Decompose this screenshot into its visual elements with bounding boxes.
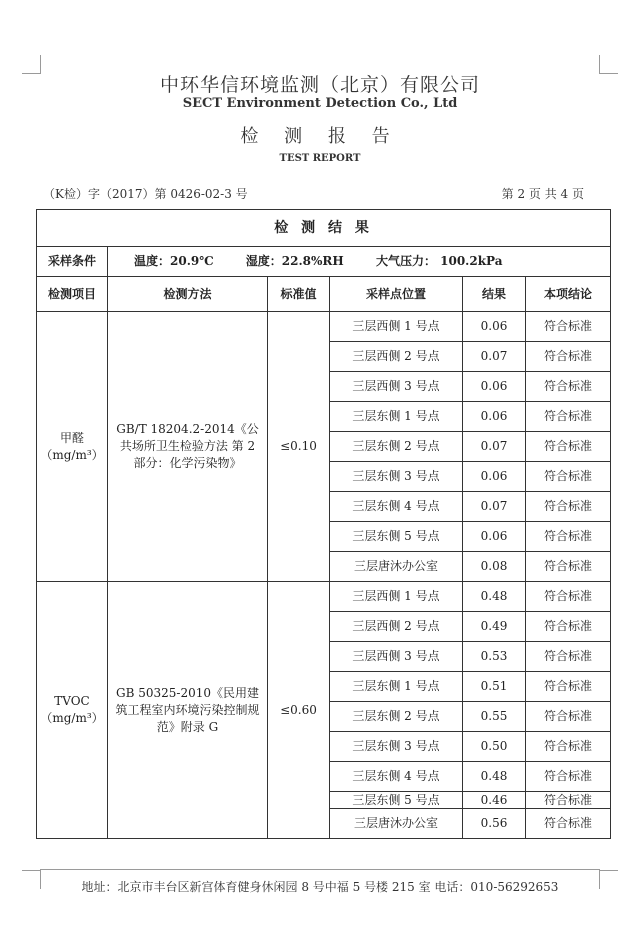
result-value: 0.46 (463, 792, 526, 809)
conclusion: 符合标准 (526, 312, 611, 342)
sampling-location: 三层东侧 5 号点 (330, 792, 463, 809)
result-value: 0.07 (463, 492, 526, 522)
conclusion: 符合标准 (526, 582, 611, 612)
conclusion: 符合标准 (526, 732, 611, 762)
test-item: TVOC （mg/m³） (37, 582, 108, 839)
result-value: 0.07 (463, 342, 526, 372)
conclusion: 符合标准 (526, 372, 611, 402)
column-header: 本项结论 (526, 277, 611, 312)
table-header-row (37, 277, 611, 312)
result-value: 0.49 (463, 612, 526, 642)
sampling-location: 三层东侧 4 号点 (330, 762, 463, 792)
sampling-location: 三层东侧 1 号点 (330, 402, 463, 432)
result-value: 0.06 (463, 402, 526, 432)
result-value: 0.06 (463, 372, 526, 402)
sampling-location: 三层西侧 3 号点 (330, 642, 463, 672)
results-table (36, 209, 611, 839)
test-method: GB/T 18204.2-2014《公共场所卫生检验方法 第 2 部分：化学污染物》 (108, 312, 268, 582)
table-row (37, 582, 611, 612)
result-value: 0.48 (463, 582, 526, 612)
company-name-en: SECT Environment Detection Co., Ltd (182, 96, 458, 111)
sampling-location: 三层西侧 1 号点 (330, 312, 463, 342)
temperature: 温度：20.9℃ (134, 254, 214, 268)
conditions-label: 采样条件 (37, 247, 108, 277)
conclusion: 符合标准 (526, 552, 611, 582)
result-value: 0.06 (463, 462, 526, 492)
conclusion: 符合标准 (526, 342, 611, 372)
conclusion: 符合标准 (526, 612, 611, 642)
sampling-location: 三层东侧 2 号点 (330, 432, 463, 462)
conclusion: 符合标准 (526, 702, 611, 732)
footer-divider (40, 869, 600, 870)
report-number: （K检）字（2017）第 0426-02-3 号 (43, 187, 248, 201)
result-value: 0.50 (463, 732, 526, 762)
result-value: 0.48 (463, 762, 526, 792)
report-title-cn: 检 测 报 告 (240, 126, 400, 147)
sampling-location: 三层西侧 3 号点 (330, 372, 463, 402)
test-item: 甲醛 （mg/m³） (37, 312, 108, 582)
sampling-location: 三层东侧 3 号点 (330, 732, 463, 762)
conditions-values (108, 247, 611, 277)
result-value: 0.07 (463, 432, 526, 462)
test-method: GB 50325-2010《民用建筑工程室内环境污染控制规范》附录 G (108, 582, 268, 839)
column-header: 采样点位置 (330, 277, 463, 312)
sampling-location: 三层西侧 1 号点 (330, 582, 463, 612)
humidity: 湿度：22.8%RH (245, 254, 344, 268)
footer-address: 地址：北京市丰台区新宫体育健身休闲园 8 号中福 5 号楼 215 室 电话：010-56292653 (81, 880, 559, 894)
sampling-location: 三层东侧 2 号点 (330, 702, 463, 732)
table-title: 检 测 结 果 (37, 210, 611, 247)
sampling-location: 三层东侧 3 号点 (330, 462, 463, 492)
sampling-location: 三层东侧 1 号点 (330, 672, 463, 702)
conclusion: 符合标准 (526, 402, 611, 432)
column-header: 检测项目 (37, 277, 108, 312)
table-row (37, 312, 611, 342)
result-value: 0.55 (463, 702, 526, 732)
result-value: 0.06 (463, 312, 526, 342)
pressure: 大气压力： 100.2kPa (375, 254, 503, 268)
conclusion: 符合标准 (526, 522, 611, 552)
result-value: 0.53 (463, 642, 526, 672)
conclusion: 符合标准 (526, 462, 611, 492)
sampling-location: 三层西侧 2 号点 (330, 342, 463, 372)
conclusion: 符合标准 (526, 672, 611, 702)
conclusion: 符合标准 (526, 762, 611, 792)
conclusion: 符合标准 (526, 492, 611, 522)
column-header: 标准值 (268, 277, 330, 312)
sampling-location: 三层唐沐办公室 (330, 552, 463, 582)
conclusion: 符合标准 (526, 809, 611, 839)
column-header: 结果 (463, 277, 526, 312)
company-name-cn: 中环华信环境监测（北京）有限公司 (159, 74, 480, 96)
standard-value: ≤0.60 (268, 582, 330, 839)
column-header: 检测方法 (108, 277, 268, 312)
sampling-location: 三层东侧 4 号点 (330, 492, 463, 522)
sampling-location: 三层西侧 2 号点 (330, 612, 463, 642)
conclusion: 符合标准 (526, 432, 611, 462)
result-value: 0.08 (463, 552, 526, 582)
result-value: 0.56 (463, 809, 526, 839)
page-info: 第 2 页 共 4 页 (501, 187, 584, 201)
result-value: 0.06 (463, 522, 526, 552)
report-title-en: TEST REPORT (279, 153, 361, 164)
sampling-location: 三层唐沐办公室 (330, 809, 463, 839)
sampling-location: 三层东侧 5 号点 (330, 522, 463, 552)
result-value: 0.51 (463, 672, 526, 702)
conclusion: 符合标准 (526, 792, 611, 809)
standard-value: ≤0.10 (268, 312, 330, 582)
conclusion: 符合标准 (526, 642, 611, 672)
